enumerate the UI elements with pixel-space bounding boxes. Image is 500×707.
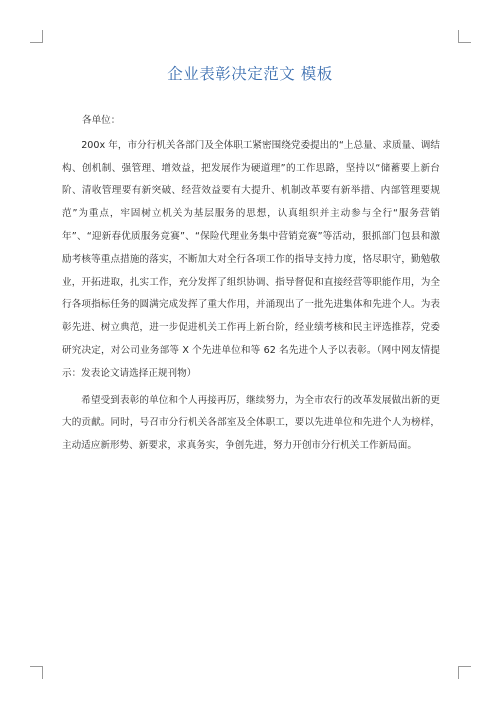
crop-mark-bottom-right (458, 666, 471, 679)
crop-mark-top-right (458, 30, 471, 43)
crop-mark-bottom-left (30, 666, 43, 679)
salutation: 各单位： (82, 115, 121, 126)
crop-mark-top-left (30, 30, 43, 43)
paragraph-1: 200x 年，市分行机关各部门及全体职工紧密围绕党委提出的“上总量、求质量、调结构、创机制、强管理、增效益，把发展作为硬道理”的工作思路，坚持以“储蓄要上新台阶、清收管理要有新突破、经营效益要有大提升、机制改革要有新举措、内部管理要规范”为重点，牢固树立机关为基层服务的思想，认真组织并主动参与全行“服务营销年”、“迎新春优质服务竞赛”、“保险代理业务集中营销竞赛”等活动，狠抓部门包县和激励考核等重点措施的落实，不断加大对全行各项工作的指导支持力度，恪尽职守，勤勉敬业，开拓进取，扎实工作，充分发挥了组织协调、指导督促和直接经营等职能作用，为全行各项指标任务的圆满完成发挥了重大作用，并涌现出了一批先进集体和先进个人。为表彰先进、树立典范，进一步促进机关工作再上新台阶，经业绩考核和民主评选推荐，党委研究决定，对公司业务部等 X 个先进单位和等 62 名先进个人予以表彰。（网中网友情提示：发表论文请选择正规刊物） (62, 139, 440, 379)
document-body (62, 110, 440, 458)
paragraph-2: 希望受到表彰的单位和个人再接再厉，继续努力，为全市农行的改革发展做出新的更大的贡献。同时，号召市分行机关各部室及全体职工，要以先进单位和先进个人为榜样，主动适应新形势、新要求，求真务实，争创先进，努力开创市分行机关工作新局面。 (62, 394, 440, 452)
document-title: 企业表彰决定范文 模板 (167, 65, 333, 83)
